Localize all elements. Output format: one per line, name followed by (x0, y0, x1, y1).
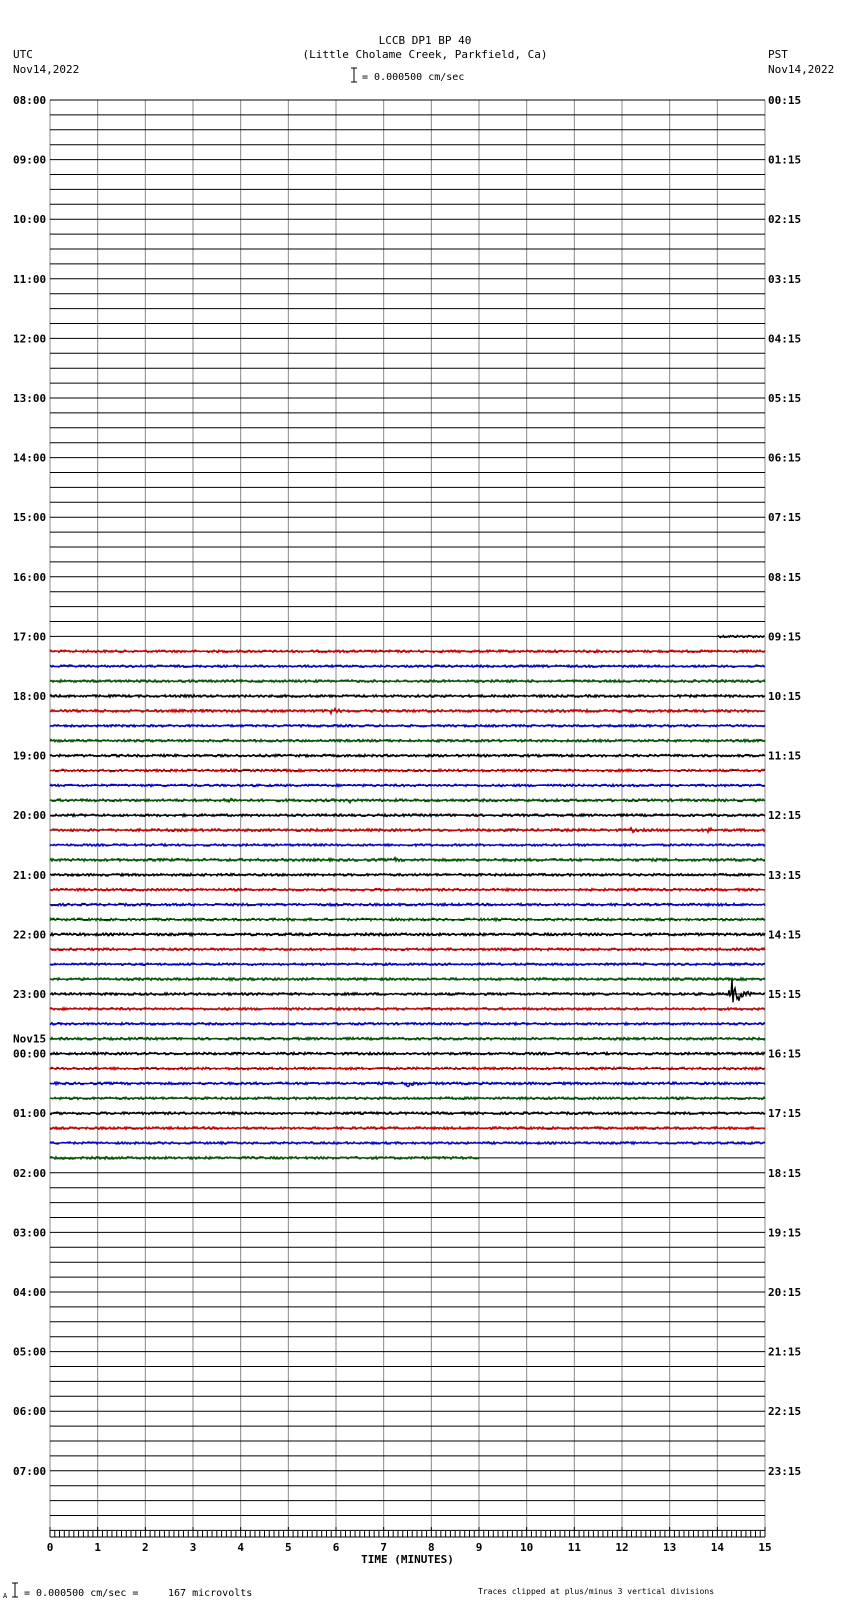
pst-hour-label: 09:15 (768, 630, 802, 644)
pst-hour-label: 19:15 (768, 1226, 802, 1240)
utc-hour-label: 22:00 (13, 928, 47, 942)
seismic-trace (50, 874, 765, 876)
chart-subtitle: (Little Cholame Creek, Parkfield, Ca) (302, 48, 548, 61)
utc-hour-label: 13:00 (13, 392, 47, 405)
pst-hour-label: 04:15 (768, 332, 802, 346)
x-tick-label: 11 (567, 1541, 581, 1554)
utc-hour-label: 21:00 (13, 868, 47, 882)
seismic-trace (50, 665, 765, 667)
pst-hour-label: 18:15 (768, 1166, 802, 1180)
pst-date-label: Nov14,2022 (768, 63, 835, 76)
pst-hour-label: 21:15 (768, 1345, 802, 1359)
utc-hour-label: 19:00 (13, 749, 47, 763)
footer-clip-note: Traces clipped at plus/minus 3 vertical divisions (478, 1587, 715, 1596)
x-tick-label: 13 (663, 1541, 677, 1554)
seismic-trace (50, 1157, 479, 1159)
utc-hour-label: 20:00 (13, 809, 47, 823)
seismic-trace (50, 1023, 765, 1025)
x-axis-label: TIME (MINUTES) (361, 1553, 454, 1566)
x-tick-label: 12 (615, 1541, 629, 1554)
utc-date-label: Nov14,2022 (13, 63, 80, 76)
seismic-trace (50, 814, 765, 816)
seismic-trace (50, 680, 765, 682)
utc-hour-label: 14:00 (13, 451, 47, 465)
seismic-trace (50, 918, 765, 920)
x-tick-label: 15 (758, 1541, 772, 1554)
pst-hour-label: 02:15 (768, 213, 802, 227)
pst-hour-label: 03:15 (768, 272, 802, 286)
utc-hour-label: 08:00 (13, 94, 47, 107)
utc-hour-label: 17:00 (13, 630, 47, 644)
pst-hour-label: 05:15 (768, 392, 802, 405)
seismic-trace (50, 1038, 765, 1040)
x-tick-label: 4 (237, 1541, 244, 1554)
utc-hour-label: 02:00 (13, 1166, 47, 1180)
utc-hour-label: 12:00 (13, 332, 47, 346)
pst-hour-label: 14:15 (768, 928, 802, 942)
seismic-trace (50, 1097, 765, 1099)
pst-hour-label: 23:15 (768, 1464, 802, 1478)
seismic-trace (50, 980, 765, 1003)
seismic-trace (50, 754, 765, 756)
seismic-trace (50, 889, 765, 891)
x-tick-label: 3 (189, 1541, 197, 1554)
seismic-trace (50, 963, 765, 965)
x-tick-label: 0 (46, 1541, 54, 1554)
seismic-trace (50, 799, 765, 803)
date-change-label: Nov15 (13, 1032, 47, 1046)
seismic-trace (50, 844, 765, 846)
footer-scale-text: = 0.000500 cm/sec = (24, 1588, 139, 1599)
utc-hour-label: 18:00 (13, 690, 47, 703)
x-tick-label: 7 (380, 1541, 387, 1554)
utc-hour-label: 06:00 (13, 1405, 47, 1419)
utc-hour-label: 01:00 (13, 1107, 47, 1121)
utc-zone-label: UTC (13, 48, 33, 61)
x-tick-label: 9 (475, 1541, 483, 1554)
x-tick-label: 5 (285, 1541, 292, 1554)
utc-hour-label: 03:00 (13, 1226, 47, 1240)
seismic-trace (50, 828, 765, 833)
x-tick-label: 14 (710, 1541, 724, 1554)
x-tick-label: 1 (94, 1541, 101, 1554)
utc-hour-label: 09:00 (13, 153, 47, 167)
x-tick-label: 2 (142, 1541, 149, 1554)
seismic-trace (50, 708, 765, 713)
seismic-trace (50, 740, 765, 742)
pst-hour-label: 08:15 (768, 570, 802, 584)
pst-hour-label: 07:15 (768, 511, 802, 525)
pst-hour-label: 17:15 (768, 1107, 802, 1121)
x-tick-label: 10 (520, 1541, 534, 1554)
footer-marker: A (3, 1592, 8, 1600)
pst-hour-label: 00:15 (768, 94, 802, 107)
seismic-trace (50, 725, 765, 727)
chart-title: LCCB DP1 BP 40 (378, 34, 472, 47)
pst-hour-label: 11:15 (768, 749, 802, 763)
seismic-trace (50, 933, 765, 936)
x-tick-label: 8 (428, 1541, 435, 1554)
seismic-trace (50, 1008, 765, 1010)
utc-hour-label: 00:00 (13, 1047, 47, 1061)
pst-hour-label: 15:15 (768, 988, 802, 1001)
pst-hour-label: 22:15 (768, 1405, 802, 1419)
pst-hour-label: 16:15 (768, 1047, 802, 1061)
pst-hour-label: 06:15 (768, 451, 802, 465)
pst-hour-label: 13:15 (768, 868, 802, 882)
seismic-trace (50, 1142, 765, 1144)
utc-hour-label: 05:00 (13, 1345, 47, 1359)
pst-zone-label: PST (768, 48, 788, 61)
utc-hour-label: 04:00 (13, 1286, 47, 1299)
seismic-trace (50, 650, 765, 652)
utc-hour-label: 10:00 (13, 213, 47, 227)
pst-hour-label: 01:15 (768, 153, 802, 167)
utc-hour-label: 15:00 (13, 511, 47, 525)
utc-hour-label: 11:00 (13, 272, 47, 286)
seismic-trace (50, 1082, 765, 1086)
seismic-trace (717, 635, 764, 637)
utc-hour-label: 07:00 (13, 1464, 47, 1478)
seismic-trace (50, 858, 765, 862)
pst-hour-label: 20:15 (768, 1286, 802, 1299)
utc-hour-label: 16:00 (13, 570, 47, 584)
pst-hour-label: 10:15 (768, 690, 802, 703)
footer-microvolts: 167 microvolts (168, 1588, 253, 1599)
utc-hour-label: 23:00 (13, 988, 47, 1001)
x-tick-label: 6 (332, 1541, 340, 1554)
scale-label: = 0.000500 cm/sec (362, 72, 465, 83)
seismic-trace (50, 1067, 765, 1069)
pst-hour-label: 12:15 (768, 809, 802, 823)
